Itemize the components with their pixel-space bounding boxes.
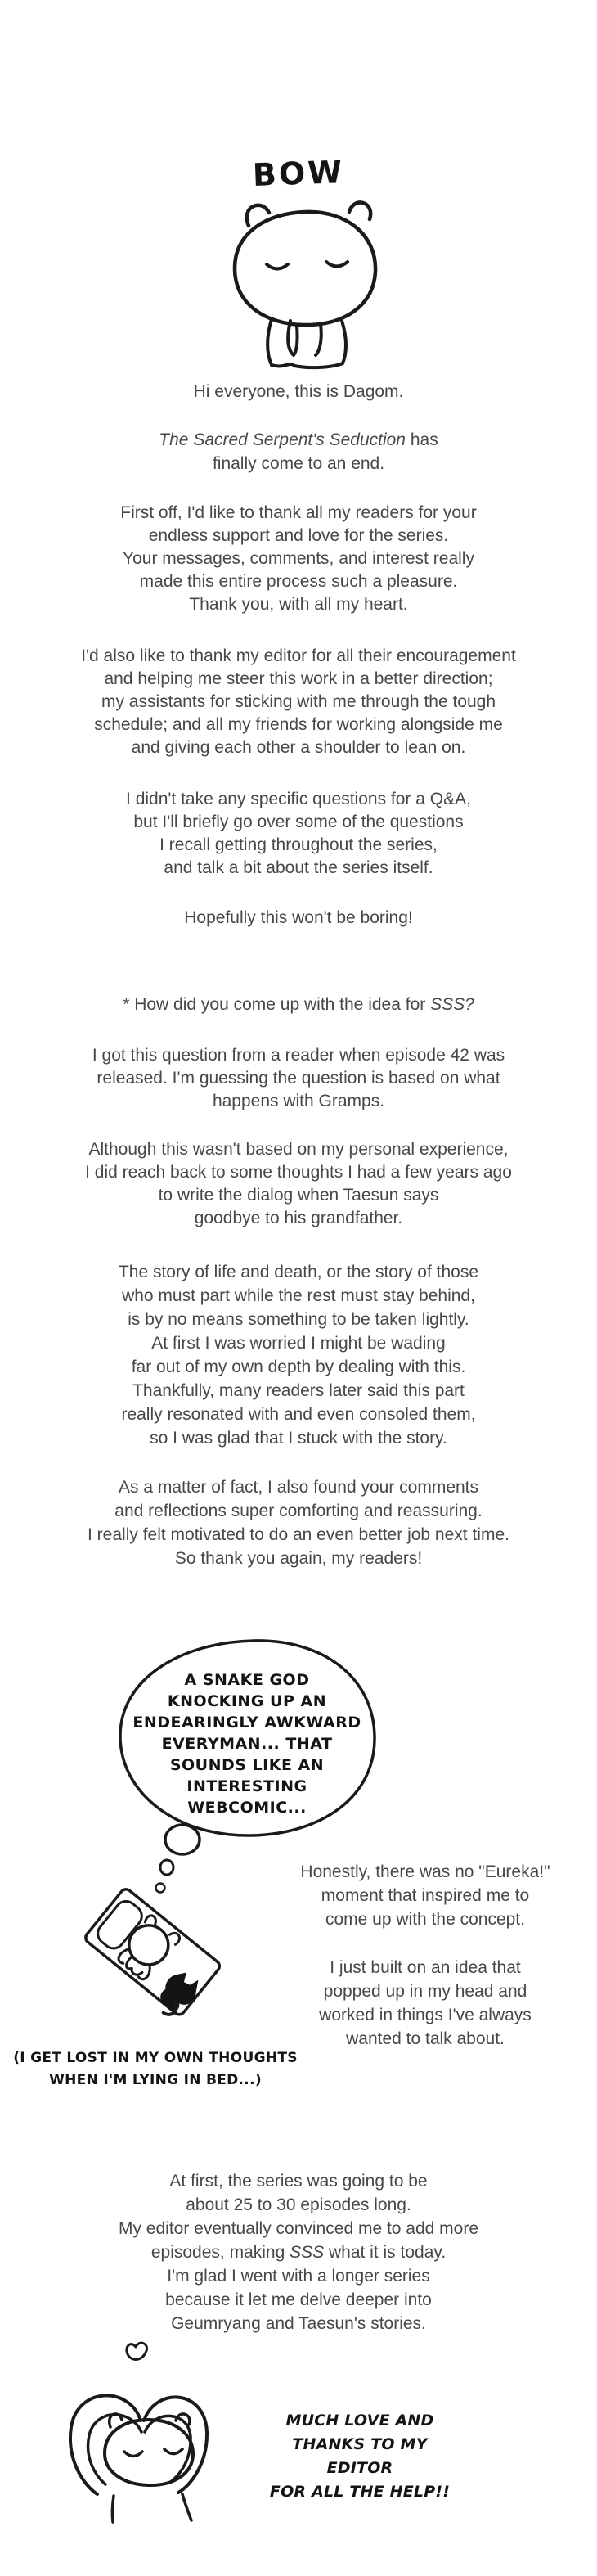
text-line: Honestly, there was no "Eureka!" [300, 1862, 550, 1881]
black-cat [155, 1966, 205, 2017]
heart-bear-body-left [112, 2496, 114, 2522]
paragraph-eureka [274, 1860, 577, 1931]
text-line: endless support and love for the series. [148, 526, 449, 545]
text-line: Geumryang and Taesun's stories. [171, 2314, 426, 2333]
bear-body-bottom [272, 363, 343, 367]
paragraph-answer-1 [0, 1044, 597, 1113]
heart-arm-inner-right [145, 2416, 191, 2481]
thought-bubble-text [121, 1669, 373, 1818]
bubble-text-line: EVERYMAN... THAT [161, 1735, 333, 1753]
editor-thanks-line: THANKS TO MY EDITOR [292, 2435, 428, 2477]
text-line: So thank you again, my readers! [174, 1549, 423, 1568]
text-line: I got this question from a reader when episode 42 was [92, 1046, 505, 1065]
paragraph-built-idea [274, 1956, 577, 2051]
small-heart-icon [127, 2343, 147, 2359]
text-line: who must part while the rest must stay behind, [122, 1286, 475, 1305]
text-line: * How did you come up with the idea for SSS? [123, 995, 474, 1014]
thought-bubble-tail-large [165, 1825, 200, 1854]
text-line: and talk a bit about the series itself. [164, 858, 433, 877]
bubble-text-line: SOUNDS LIKE AN [169, 1756, 325, 1774]
text-line: Although this wasn't based on my personal experience, [88, 1140, 509, 1159]
paragraph-greeting [0, 381, 597, 403]
paragraph-answer-2 [0, 1138, 597, 1230]
bear-on-bed-drawing [20, 1870, 233, 2046]
bear-head [235, 212, 375, 325]
text-line: I just built on an idea that [330, 1958, 521, 1977]
text-line: At first I was worried I might be wading [151, 1334, 446, 1353]
text-line: my assistants for sticking with me through the tough [101, 692, 496, 711]
text-line: Your messages, comments, and interest really [123, 549, 474, 568]
pillow [93, 1897, 146, 1952]
text-line: Hi everyone, this is Dagom. [193, 382, 404, 401]
bubble-text-line: ENDEARINGLY AWKWARD [132, 1714, 361, 1732]
text-line: Hopefully this won't be boring! [184, 908, 413, 927]
editor-thanks-text [266, 2409, 454, 2504]
paragraph-thanks-editor [0, 645, 597, 759]
text-line: I'd also like to thank my editor for all their encouragement [81, 646, 516, 665]
text-line: made this entire process such a pleasure. [139, 572, 458, 591]
paragraph-title [0, 428, 597, 475]
text-line: I'm glad I went with a longer series [167, 2267, 430, 2286]
paragraph-answer-4 [0, 1475, 597, 1570]
text-line: schedule; and all my friends for working alongside me [94, 715, 503, 734]
editor-thanks-line: FOR ALL THE HELP!! [269, 2483, 451, 2501]
bubble-text-line: INTERESTING [186, 1777, 307, 1795]
text-line: really resonated with and even consoled them, [121, 1405, 476, 1424]
text-line: to write the dialog when Taesun says [158, 1186, 439, 1205]
bear-ear-right [349, 202, 370, 219]
text-line: I recall getting throughout the series, [159, 835, 438, 854]
bed-caption [4, 2047, 307, 2092]
text-line: finally come to an end. [212, 454, 385, 473]
series-abbreviation: SSS [290, 2243, 325, 2262]
series-abbreviation: SSS? [430, 995, 474, 1014]
text-line: released. I'm guessing the question is based on what [97, 1069, 500, 1088]
text-line: worked in things I've always [319, 2006, 532, 2024]
text-line: but I'll briefly go over some of the questions [133, 813, 464, 831]
bear-arm-right [316, 324, 321, 355]
text-line: and giving each other a shoulder to lean on. [131, 738, 466, 757]
heart-bear-body-right [182, 2494, 191, 2520]
bubble-text-line: WEBCOMIC... [187, 1799, 307, 1817]
text-line: and helping me steer this work in a better direction; [104, 669, 493, 688]
text-line: happens with Gramps. [212, 1092, 385, 1110]
editor-thanks-line: MUCH LOVE AND [285, 2412, 434, 2430]
bear-body-left [267, 319, 272, 365]
heart-bear-eye-left [124, 2452, 142, 2457]
bubble-text-line: A SNAKE GOD [184, 1671, 310, 1689]
text-line: As a matter of fact, I also found your comments [118, 1478, 479, 1497]
text-line: Thankfully, many readers later said this part [132, 1381, 465, 1400]
text-line: At first, the series was going to be [169, 2172, 428, 2191]
text-line: and reflections super comforting and reassuring. [114, 1502, 483, 1520]
paragraph-question [0, 993, 597, 1016]
paragraph-qa-hope [0, 907, 597, 930]
lying-bear-head [121, 1917, 177, 1973]
bear-body-right [342, 321, 346, 363]
text-line: far out of my own depth by dealing with this. [131, 1358, 466, 1376]
series-title: The Sacred Serpent's Seduction [159, 430, 406, 449]
text-line: I didn't take any specific questions for a Q&A, [126, 790, 471, 808]
bow-text: BOW [252, 154, 345, 193]
heart-bear-eye-right [164, 2449, 182, 2454]
text-line: is by no means something to be taken lightly. [128, 1310, 469, 1329]
heart-bear-drawing [45, 2339, 229, 2545]
text-line: so I was glad that I stuck with the story. [150, 1429, 447, 1448]
bear-eye-right [326, 262, 348, 267]
text-line: I did reach back to some thoughts I had a few years ago [85, 1163, 512, 1182]
paragraph-answer-3 [0, 1260, 597, 1450]
paragraph-episodes [0, 2169, 597, 2335]
bear-eye-left [267, 264, 288, 269]
text-line: episodes, making SSS what it is today. [150, 2243, 447, 2262]
text-line: goodbye to his grandfather. [194, 1209, 403, 1227]
text-line: First off, I'd like to thank all my readers for your [120, 503, 477, 522]
caption-line: (I GET LOST IN MY OWN THOUGHTS [13, 2050, 298, 2066]
text-line: My editor eventually convinced me to add more [118, 2219, 479, 2238]
paragraph-thanks-readers [0, 502, 597, 616]
text-line: The story of life and death, or the story of those [118, 1263, 479, 1281]
text-line: popped up in my head and [323, 1982, 527, 2001]
text-line: Thank you, with all my heart. [189, 595, 408, 614]
text-line: moment that inspired me to [321, 1886, 530, 1905]
text-line: about 25 to 30 episodes long. [186, 2195, 411, 2214]
text-line: I really felt motivated to do an even better job next time. [88, 1525, 509, 1544]
paragraph-qa-intro [0, 788, 597, 880]
bowing-bear-drawing [219, 198, 393, 372]
text-line: because it let me delve deeper into [165, 2290, 432, 2309]
caption-line: WHEN I'M LYING IN BED...) [49, 2072, 262, 2088]
text-line: wanted to talk about. [346, 2029, 505, 2048]
bubble-text-line: KNOCKING UP AN [167, 1692, 327, 1710]
bed-outline [83, 1887, 222, 2017]
text-line: come up with the concept. [325, 1910, 525, 1929]
text-line: The Sacred Serpent's Seduction has [159, 430, 438, 449]
